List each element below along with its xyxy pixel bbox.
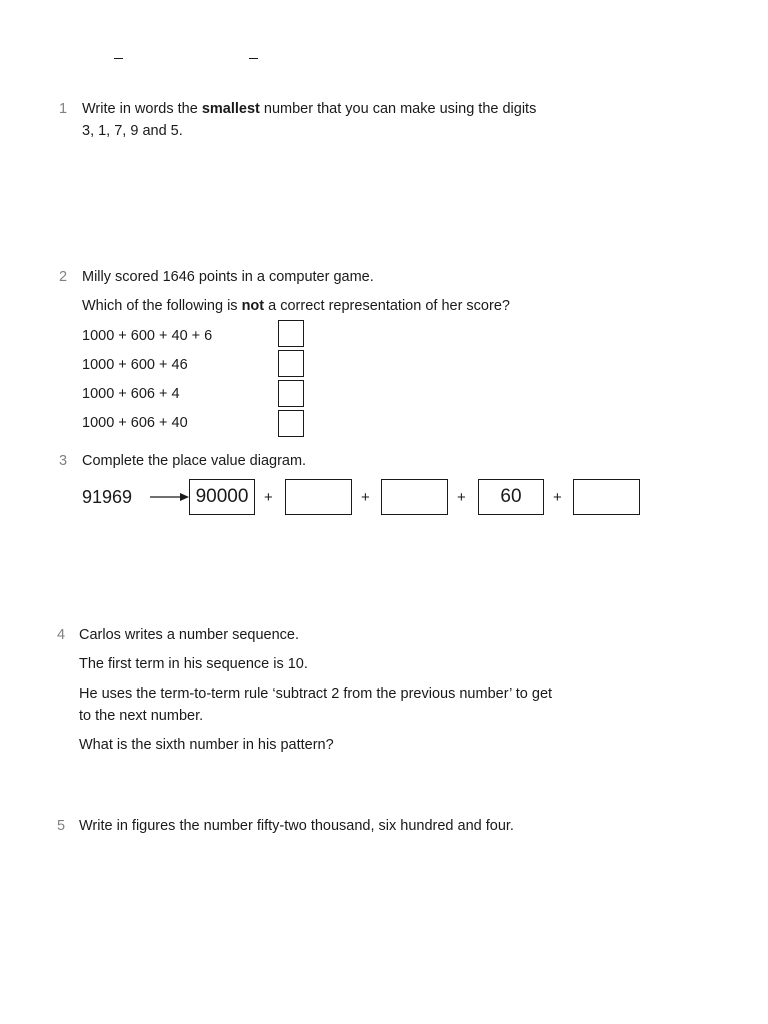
- plus-sign: +: [264, 489, 273, 506]
- question-4-line-1: Carlos writes a number sequence.: [79, 627, 300, 643]
- plus-sign: +: [457, 489, 466, 506]
- option-3-label: 1000 + 606 + 4: [82, 386, 180, 402]
- plus-sign: +: [553, 489, 562, 506]
- plus-sign: +: [361, 489, 370, 506]
- question-1-text-a: Write in words the: [82, 101, 202, 117]
- question-3-text: Complete the place value diagram.: [82, 453, 307, 469]
- option-3-checkbox[interactable]: [278, 380, 304, 407]
- question-1-text-b: number that you can make using the digits: [259, 101, 537, 117]
- question-1-text: [82, 100, 536, 118]
- place-value-box-4: 60: [478, 479, 544, 515]
- question-4-line-3: He uses the term-to-term rule ‘subtract 2 from the previous number’ to get: [79, 686, 553, 702]
- place-value-box-1: 90000: [189, 479, 255, 515]
- option-2-checkbox[interactable]: [278, 350, 304, 377]
- question-4-line-4: to the next number.: [79, 708, 204, 724]
- question-2-number: 2: [59, 269, 68, 285]
- place-value-start-number: 91969: [82, 487, 133, 507]
- question-3-number: 3: [59, 453, 68, 469]
- question-4-line-2: The first term in his sequence is 10.: [79, 656, 308, 672]
- question-2-prompt: [82, 297, 510, 315]
- question-1-digits: 3, 1, 7, 9 and 5.: [82, 123, 183, 139]
- question-4-number: 4: [57, 627, 66, 643]
- option-4-label: 1000 + 606 + 40: [82, 415, 188, 431]
- question-1-emphasis: smallest: [201, 101, 260, 117]
- option-4-checkbox[interactable]: [278, 410, 304, 437]
- place-value-box-5[interactable]: [573, 479, 640, 515]
- question-4-line-5: What is the sixth number in his pattern?: [79, 737, 334, 753]
- arrow-right-icon: [148, 490, 190, 504]
- option-2-label: 1000 + 600 + 46: [82, 357, 188, 373]
- date-blank: [249, 58, 258, 59]
- question-2-emphasis: not: [241, 298, 265, 314]
- question-5-number: 5: [57, 818, 66, 834]
- question-1-number: 1: [59, 101, 68, 117]
- place-value-box-3[interactable]: [381, 479, 448, 515]
- question-5-text: Write in figures the number fifty-two thousand, six hundred and four.: [79, 818, 514, 834]
- question-2-text: Milly scored 1646 points in a computer game.: [82, 269, 374, 285]
- option-1-checkbox[interactable]: [278, 320, 304, 347]
- option-1-label: 1000 + 600 + 40 + 6: [82, 328, 213, 344]
- question-2-prompt-b: a correct representation of her score?: [264, 298, 510, 314]
- name-blank: [114, 58, 123, 59]
- question-2-prompt-a: Which of the following is: [82, 298, 242, 314]
- place-value-box-2[interactable]: [285, 479, 352, 515]
